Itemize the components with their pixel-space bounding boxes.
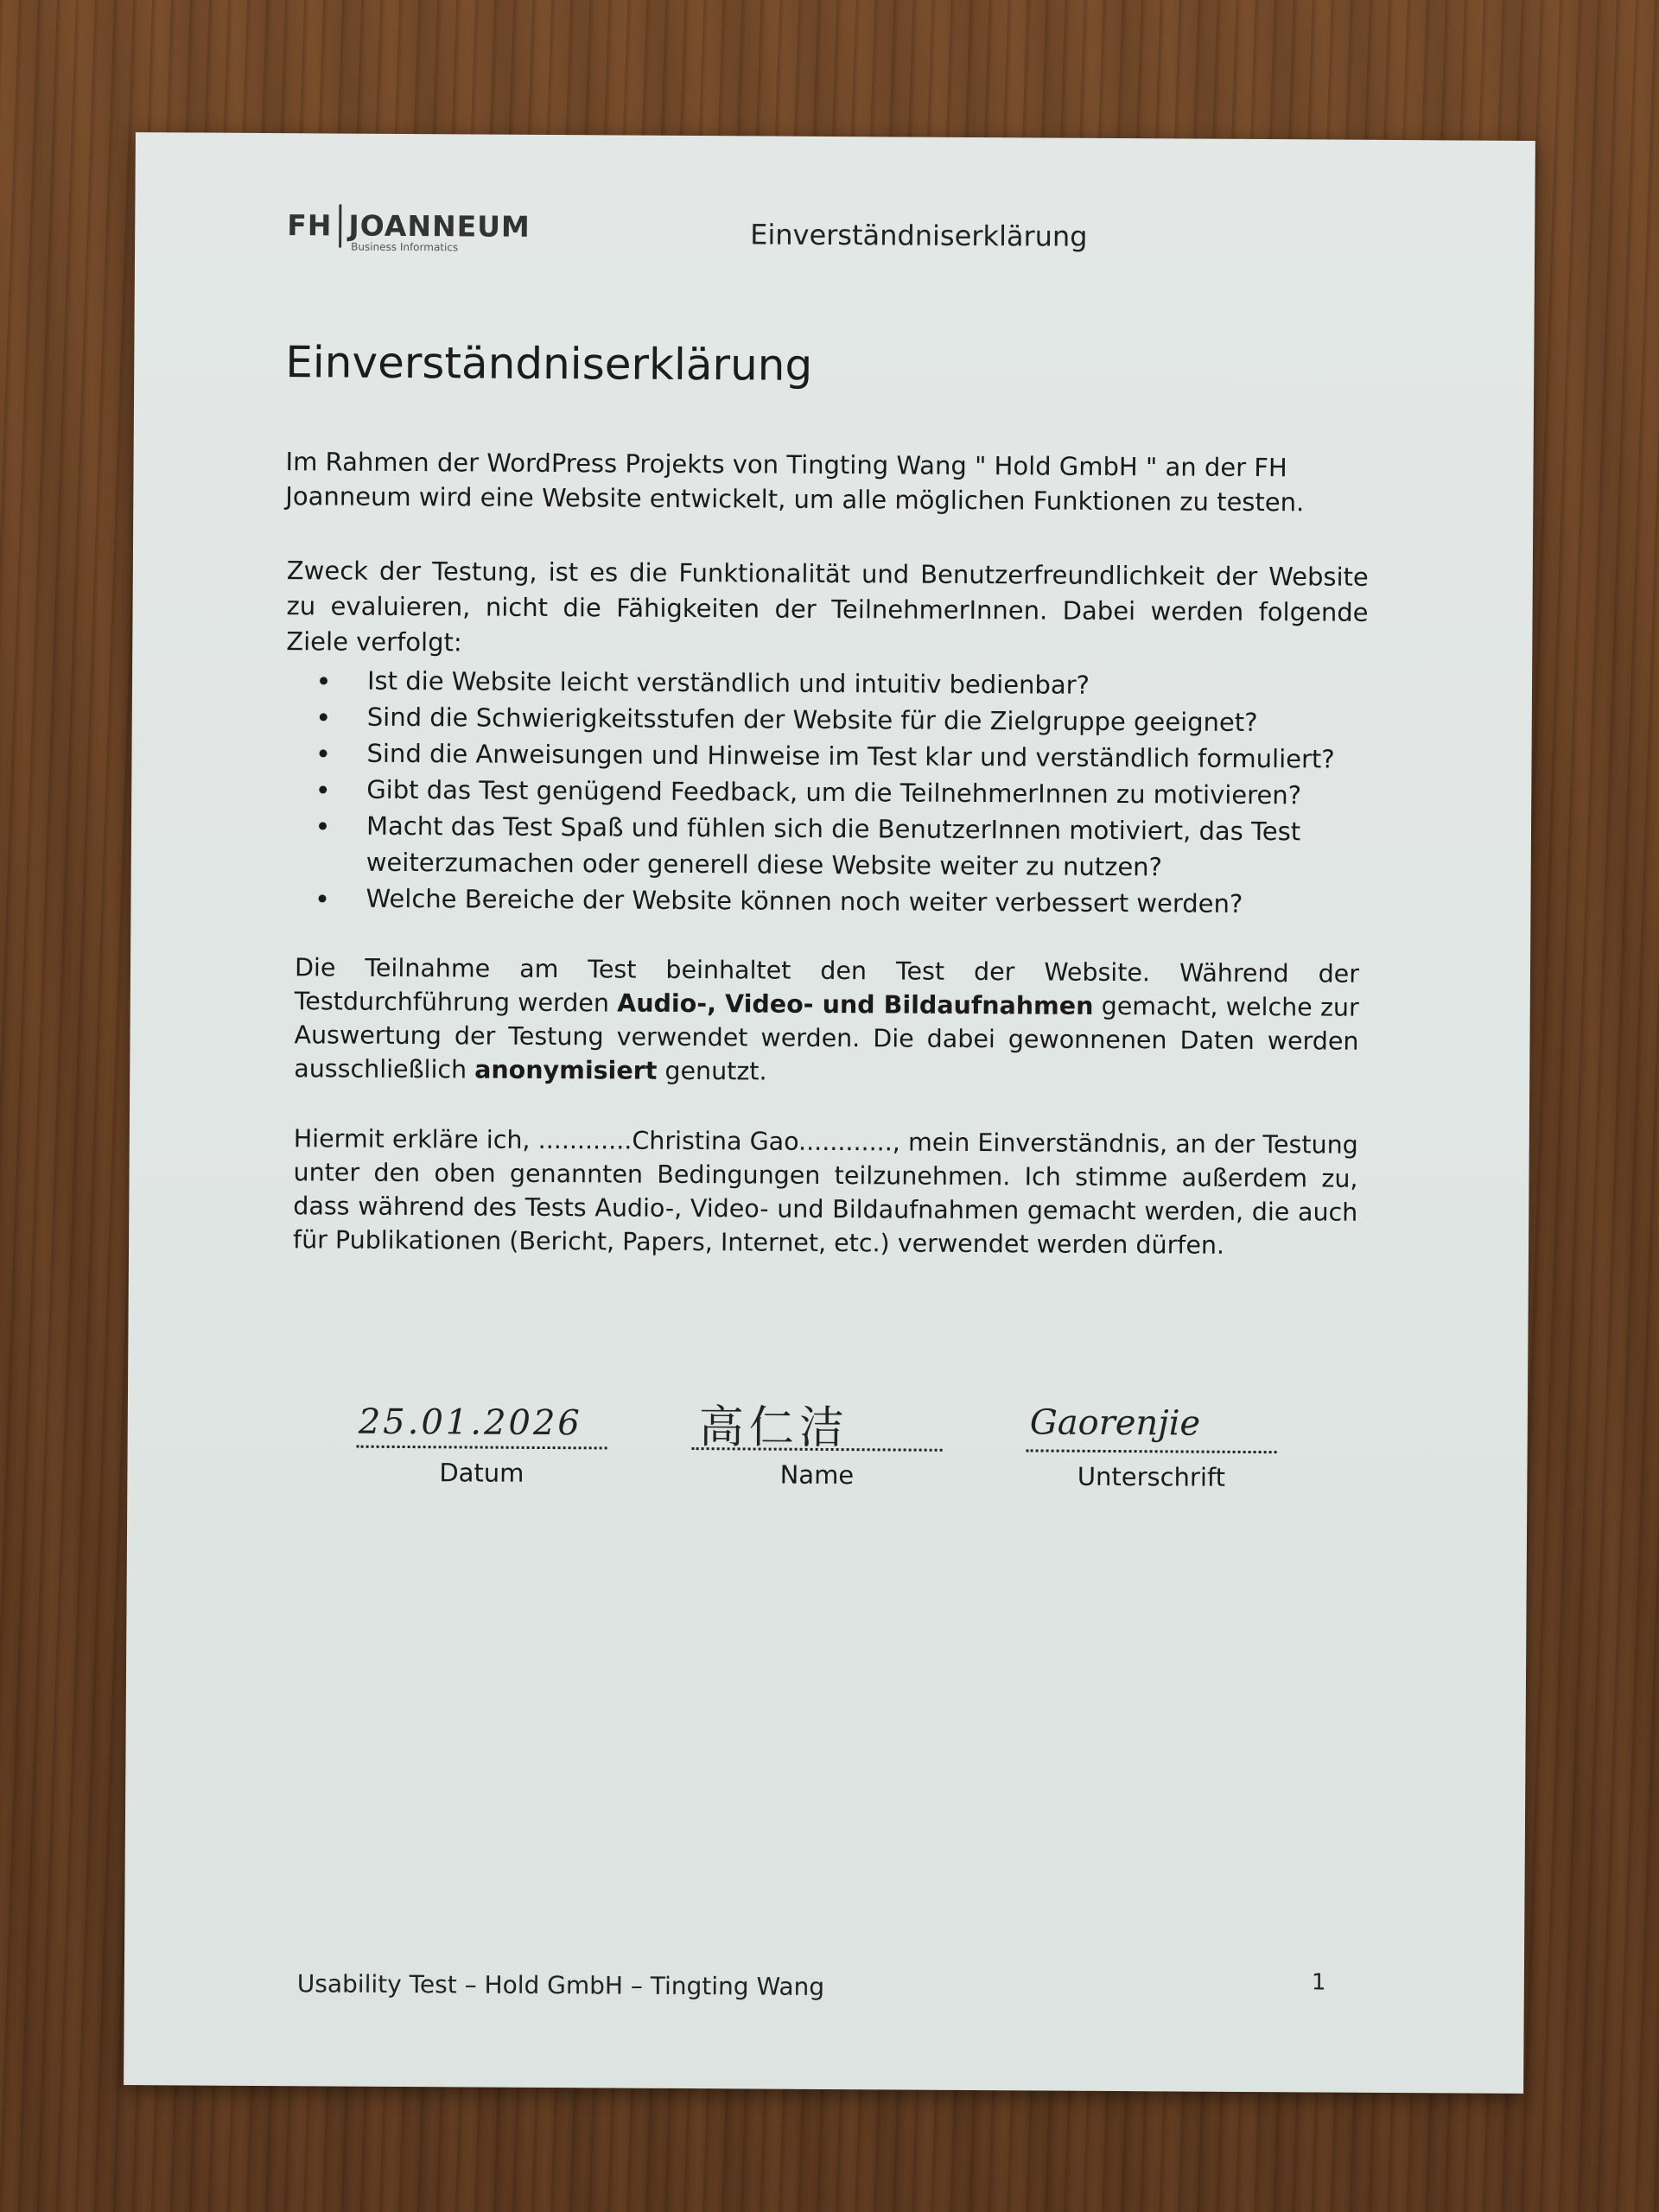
goal-item: • Sind die Anweisungen und Hinweise im Test klar und verständlich formuliert? <box>340 735 1377 778</box>
date-label: Datum <box>439 1458 524 1488</box>
participation-paragraph <box>294 950 1359 1092</box>
fh-joanneum-logo <box>287 204 531 254</box>
page-number: 1 <box>1311 1969 1326 1996</box>
date-field <box>357 1361 608 1488</box>
handwritten-signature: Gaorenjie <box>1029 1402 1201 1444</box>
signature-dotted-line <box>1027 1449 1277 1453</box>
header-title: Einverständniserklärung <box>750 218 1088 253</box>
goal-item: • Sind die Schwierigkeitsstufen der Website für die Zielgruppe geeignet? <box>341 699 1378 741</box>
participation-bold-recordings: Audio-, Video- und Bildaufnahmen <box>617 988 1094 1020</box>
participation-text-1: Die Teilnahme am Test beinhaltet den Test der Website. Während der Testdurchführung werden <box>294 953 1360 1018</box>
handwritten-date: 25.01.2026 <box>358 1402 582 1444</box>
name-field <box>691 1363 943 1491</box>
goals-list <box>314 662 1378 923</box>
goal-item: • Ist die Website leicht verständlich und intuitiv bedienbar? <box>341 663 1378 705</box>
participation-bold-anonymized: anonymisiert <box>474 1055 658 1085</box>
date-dotted-line <box>357 1446 607 1450</box>
signature-field <box>1026 1364 1277 1492</box>
participation-text-3: genutzt. <box>657 1056 767 1086</box>
logo-divider <box>339 205 341 248</box>
goal-item: • Gibt das Test genügend Feedback, um die TeilnehmerInnen zu motivieren? <box>340 772 1377 814</box>
document-page <box>124 132 1535 2094</box>
footer-text: Usability Test – Hold GmbH – Tingting Wang <box>296 1969 825 2001</box>
name-label: Name <box>779 1459 855 1491</box>
logo-joanneum: JOANNEUM <box>348 208 531 244</box>
document-title: Einverständniserklärung <box>285 337 813 391</box>
consent-paragraph: Hiermit erkläre ich, ............Christina Gao............, mein Einverständnis, an der Testung unter den oben genannten Bedingungen teilzunehmen. Ich stimme außerdem zu, dass während des Tests Audio-, Video- und Bildaufnahmen gemacht werden, die auch für Publikationen (Bericht, Papers, Internet, etc.) verwendet werden dürfen. <box>292 1124 1358 1260</box>
goal-item: • Macht das Test Spaß und fühlen sich die BenutzerInnen motiviert, das Test weiterzumachen oder generell diese Website weiter zu nutzen? <box>340 808 1377 887</box>
participation-text-2: gemacht, welche zur Auswertung der Testung verwendet werden. Die dabei gewonnenen Daten werden ausschließlich <box>294 991 1359 1084</box>
goal-item: • Welche Bereiche der Website können noch weiter verbessert werden? <box>340 880 1376 923</box>
logo-fh: FH <box>287 208 333 243</box>
logo-subtitle: Business Informatics <box>351 240 459 254</box>
signature-label: Unterschrift <box>1077 1461 1226 1492</box>
purpose-paragraph: Zweck der Testung, ist es die Funktionalität und Benutzerfreundlichkeit der Website zu evaluieren, nicht die Fähigkeiten der TeilnehmerInnen. Dabei werden folgende Ziele verfolgt: <box>286 556 1369 658</box>
intro-paragraph: Im Rahmen der WordPress Projekts von Tingting Wang " Hold GmbH " an der FH Joanneum wird eine Website entwickelt, um alle möglichen Funktionen zu testen. <box>285 447 1305 518</box>
handwritten-name: 高仁洁 <box>698 1402 849 1455</box>
